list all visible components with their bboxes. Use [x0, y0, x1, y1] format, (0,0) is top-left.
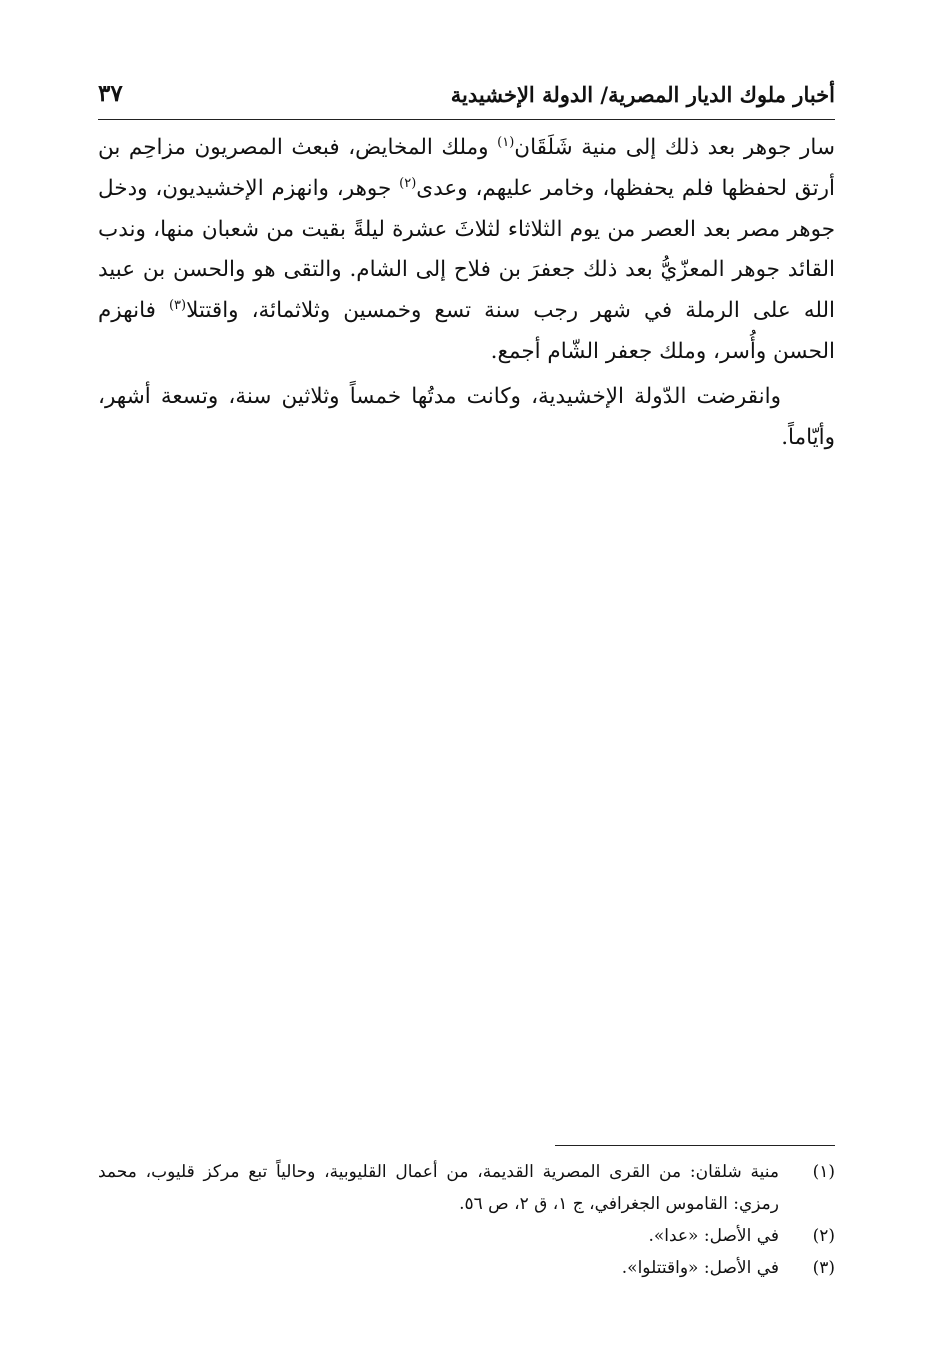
paragraph-1: [98, 128, 835, 373]
footnote-text: في الأصل: «واقتتلوا».: [621, 1258, 779, 1278]
text-segment: سار جوهر بعد ذلك إلى منية شَلَقَان: [514, 135, 835, 160]
footnote-number: (٢): [812, 1226, 835, 1246]
footnote-item: [98, 1220, 835, 1252]
footnote-ref-1: (١): [497, 134, 515, 150]
footnote-ref-3: (٣): [168, 298, 187, 314]
footnote-rule: [555, 1145, 835, 1146]
footnotes: [98, 1156, 835, 1284]
page-number: ٣٧: [98, 80, 123, 107]
main-text: [98, 128, 835, 458]
header-rule: [98, 119, 835, 120]
text-segment: فانهزم الحسن وأُسر، وملك جعفر الشّام أجمع.: [98, 298, 835, 364]
footnote-item: [98, 1156, 835, 1220]
footnote-text: منية شلقان: من القرى المصرية القديمة، من أعمال القليوبية، وحالياً تبع مركز قليوب، محمد رمزي: القاموس الجغرافي، ج ١، ق ٢، ص ٥٦.: [98, 1162, 779, 1214]
footnote-number: (٣): [812, 1258, 835, 1278]
footnote-number: (١): [812, 1162, 835, 1182]
footnote-ref-2: (٢): [399, 175, 417, 191]
footnote-text: في الأصل: «عدا».: [648, 1226, 779, 1246]
footnote-item: [98, 1252, 835, 1284]
text-segment: وملك المخايض، فبعث المصريون مزاحِم بن أرتق لحفظها فلم يحفظها، وخامر عليهم، وعدى: [98, 135, 835, 201]
running-head: [98, 78, 835, 118]
paragraph-2: وانقرضت الدّولة الإخشيدية، وكانت مدتُها خمساً وثلاثين سنة، وتسعة أشهر، وأيّاماً.: [98, 383, 835, 450]
running-title: أخبار ملوك الديار المصرية/ الدولة الإخشيدية: [450, 82, 835, 107]
text-segment: جوهر، وانهزم الإخشيديون، ودخل جوهر مصر بعد العصر من يوم الثلاثاء لثلاثَ عشرة ليلةً بقيت من شعبان منها، وندب القائد جوهر المعزّيُّ بعد ذلك جعفرَ بن فلاح إلى الشام. والتقى هو والحسن بن عبيد الله على الرملة في شهر رجب سنة تسع وخمسين وثلاثمائة، واقتتلا: [98, 175, 835, 324]
